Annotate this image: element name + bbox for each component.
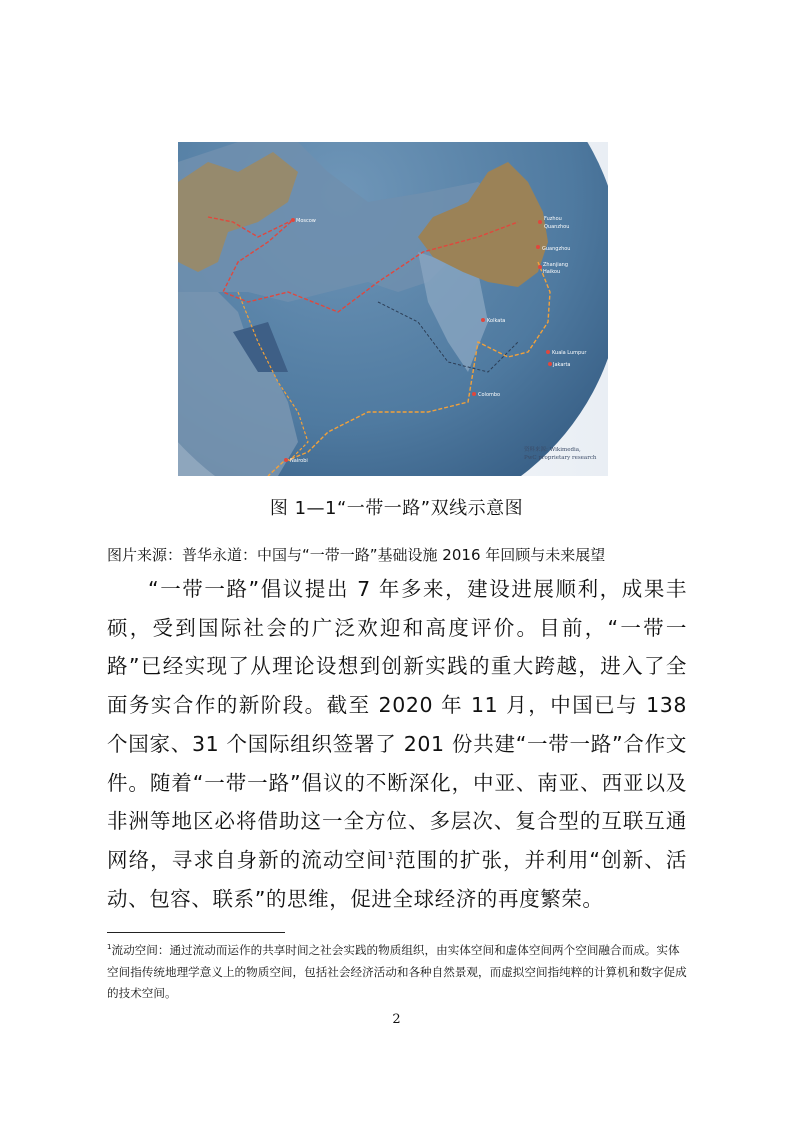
- label-guangzhou: Guangzhou: [542, 246, 571, 252]
- picture-source: 图片来源：普华永道：中国与“一带一路”基础设施 2016 年回顾与未来展望: [107, 546, 606, 564]
- map-source-line1: 资料来源: Wikimedia,: [524, 447, 581, 453]
- kuala-lumpur-marker: [546, 350, 550, 354]
- nairobi-marker: [284, 458, 288, 462]
- label-nairobi: Nairobi: [290, 458, 308, 464]
- footnote-divider: [107, 932, 285, 933]
- zhanjiang-marker: [538, 265, 542, 269]
- footnote-mark: 1: [107, 943, 112, 952]
- label-jakarta: Jakarta: [553, 362, 571, 368]
- label-quanzhou: Quanzhou: [544, 224, 570, 230]
- figure-caption: 图 1—1“一带一路”双线示意图: [269, 498, 524, 519]
- footnote-ref[interactable]: 1: [387, 851, 395, 863]
- page-number: 2: [392, 1012, 401, 1027]
- paragraph-text: “一带一路”倡议提出 7 年多来，建设进展顺利，成果丰硕，受到国际社会的广泛欢迎和高度评价。目前，“一带一路”已经实现了从理论设想到创新实践的重大跨越，进入了全面务实合作的新阶段。截至 2020 年 11 月，中国已与 138 个国家、31 个国际组织签署了 201 份共建“一带一路”合作文件。随着“一带一路”倡议的不断深化，中亚、南亚、西亚以及非洲等地区必将借助这一全方位、多层次、复合型的互联互通网络，寻求自身新的流动空间: [107, 577, 687, 872]
- label-fuzhou: Fuzhou: [544, 216, 562, 222]
- label-kuala-lumpur: Kuala Lumpur: [552, 350, 587, 356]
- label-haikou: Haikou: [543, 269, 561, 275]
- jakarta-marker: [548, 362, 552, 366]
- belt-road-map: [178, 142, 608, 476]
- label-kolkata: Kolkata: [487, 318, 506, 324]
- label-zhanjiang: Zhanjiang: [543, 262, 569, 268]
- footnote-text: 流动空间：通过流动而运作的共享时间之社会实践的物质组织，由实体空间和虚体空间两个空间融合而成。实体空间指传统地理学意义上的物质空间，包括社会经济活动和各种自然景观，而虚拟空间指纯粹的计算机和数字促成的技术空间。: [107, 943, 687, 1000]
- map-svg: [178, 142, 608, 476]
- label-colombo: Colombo: [478, 392, 501, 398]
- footnote: [107, 940, 689, 1005]
- fuzhou-marker: [538, 220, 542, 224]
- moscow-marker: [291, 218, 295, 222]
- kolkata-marker: [481, 318, 485, 322]
- map-source-line2: PwC proprietary research: [524, 455, 597, 461]
- guangzhou-marker: [536, 245, 540, 249]
- label-moscow: Moscow: [296, 218, 316, 224]
- body-paragraph: [107, 570, 687, 918]
- colombo-marker: [472, 392, 476, 396]
- paragraph-text-end: 范围的扩张，并利用“创新、活动、包容、联系”的思维，促进全球经济的再度繁荣。: [107, 847, 687, 911]
